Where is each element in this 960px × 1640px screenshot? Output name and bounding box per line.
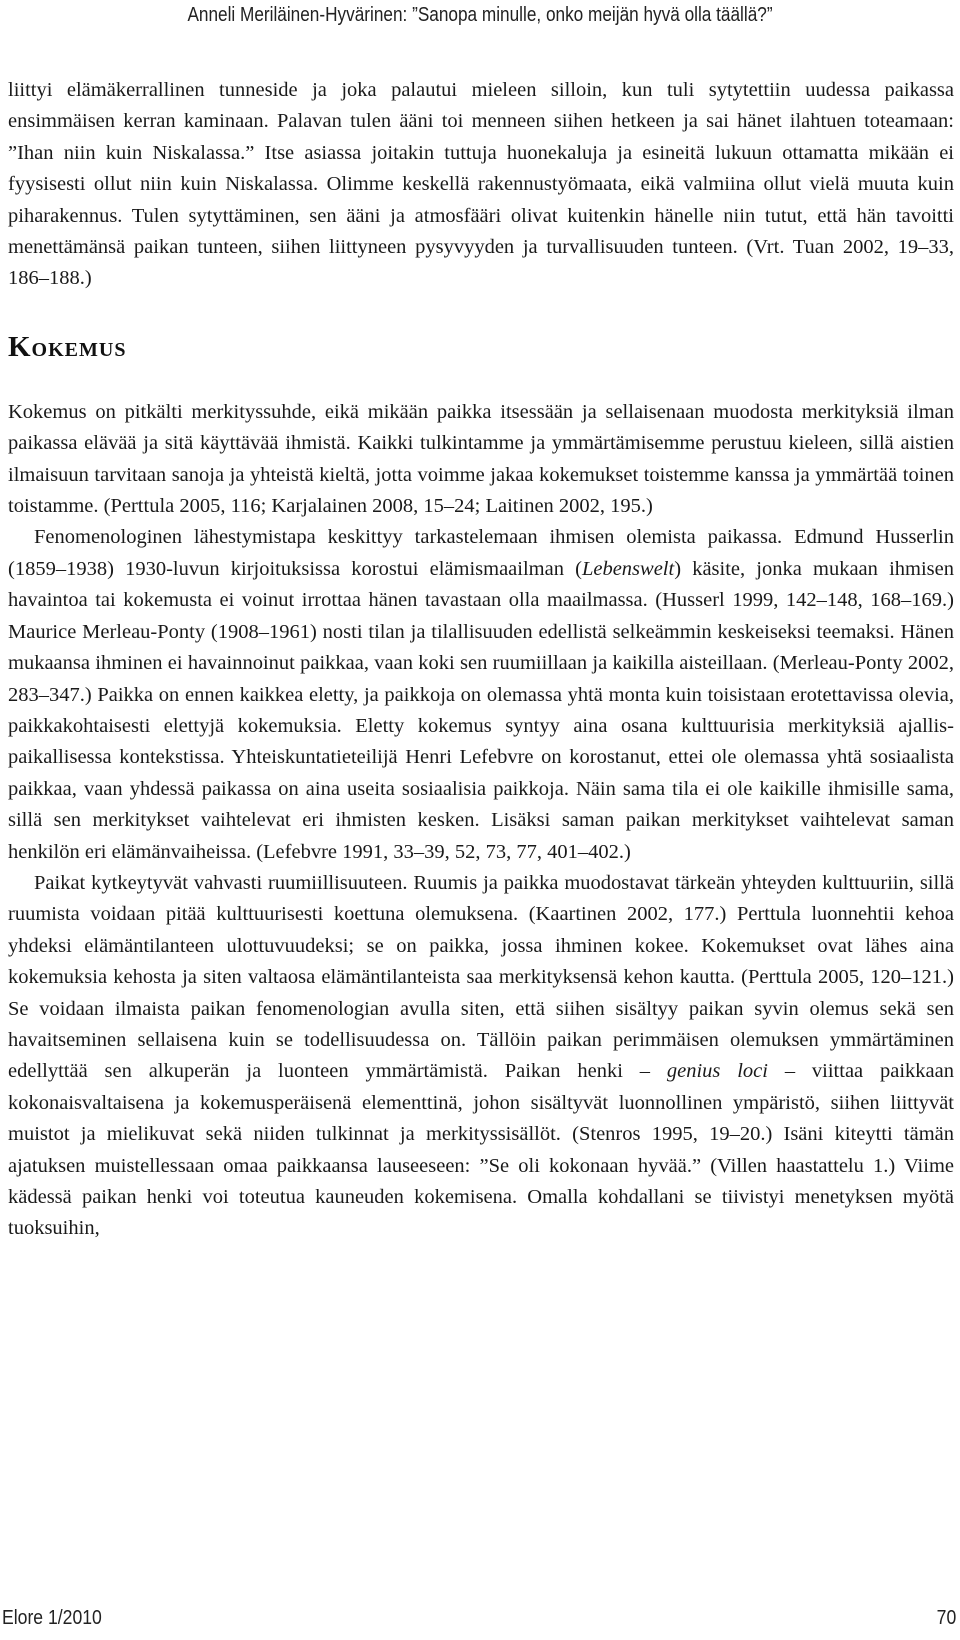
section-heading: Kokemus	[8, 330, 127, 363]
paragraph	[8, 522, 954, 867]
paragraph	[8, 868, 954, 1245]
page-footer	[0, 1600, 960, 1636]
italic-term: genius loci	[666, 1060, 768, 1083]
italic-term: Lebenswelt	[581, 557, 675, 580]
paragraph-text: – viittaa paikkaan kokonaisvaltaisena ja kokemusperäisenä elementtinä, johon sisältyvät luonnollinen ympäristö, siihen liittyvät muistot ja mielikuvat sekä niiden tulkinnat ja merkityssisällöt. (Stenros 1995, 19–20.) Isäni kiteytti tämän ajatuksen muistellessaan omaa paikkaansa lauseeseen: ”Se oli kokonaan hyvää.” (Villen haastattelu 1.) Viime kädessä paikan henki voi toteutua kauneuden kokemisena. Omalla kohdallani se tiivistyi menetyksen myötä tuoksuihin,	[8, 1060, 954, 1240]
paragraph-text: liittyi elämäkerrallinen tunneside ja joka palautui mieleen silloin, kun tuli sytytettiin uudessa paikassa ensimmäisen kerran kaminaan. Palavan tulen ääni toi menneen siihen hetkeen ja sai hänet ilahtuen toteamaan: ”Ihan niin kuin Niskalassa.” Itse asiassa joitakin tuttuja huonekaluja ja esineitä lukuun ottamatta mikään ei fyysisesti ollut niin kuin Niskalassa. Olimme keskellä rakennustyömaata, eikä valmiina ollut vielä muuta kuin piharakennus. Tulen sytyttäminen, sen ääni ja atmosfääri olivat kuitenkin hänelle niin tutut, että hän tavoitti menettämänsä paikan tunteen, siihen liittyneen pysyvyyden ja turvallisuuden tunteen. (Vrt. Tuan 2002, 19–33, 186–188.)	[8, 79, 954, 290]
running-head: Anneli Meriläinen-Hyvärinen: ”Sanopa minulle, onko meijän hyvä olla täällä?”	[187, 4, 773, 26]
article-body	[8, 75, 954, 1245]
page-number: 70	[936, 1607, 956, 1629]
paragraph-continuation	[8, 75, 954, 295]
paragraph-text: Fenomenologinen lähestymistapa keskittyy tarkastelemaan ihmisen olemista paikassa. Edmund Husserlin (1859–1938) 1930-luvun kirjoituksissa korostui elämismaailman (	[8, 526, 954, 580]
paragraph	[8, 397, 954, 523]
paragraph-text: ) käsite, jonka mukaan ihmisen havaintoa tai kokemusta ei voinut irrottaa hänen tavastaan olla maailmassa. (Husserl 1999, 142–148, 168–169.) Maurice Merleau-Ponty (1908–1961) nosti tilan ja tilallisuuden edellistä selkeämmin keskeiseksi teemaksi. Hänen mukaansa ihminen ei havainnoinut paikkaa, vaan koki sen ruumiillaan ja kaikilla aisteillaan. (Merleau-Ponty 2002, 283–347.) Paikka on ennen kaikkea eletty, ja paikkoja on olemassa yhtä monta kuin toisistaan erotettavissa olevia, paikkakohtaisesti elettyjä kokemuksia. Eletty kokemus syntyy aina osana kulttuurisia merkityksiä ajallis-paikallisessa kontekstissa. Yhteiskuntatieteilijä Henri Lefebvre on korostanut, ettei ole olemassa yhtä sosiaalista paikkaa, vaan yhdessä paikassa on aina useita sosiaalisia paikkoja. Näin sama tila ei ole kaikille ihmisille sama, sillä sen merkitykset vaihtelevat eri ihmisten kesken. Lisäksi saman paikan merkitykset vaihtelevat saman henkilön eri elämänvaiheissa. (Lefebvre 1991, 33–39, 52, 73, 77, 401–402.)	[8, 557, 954, 863]
paragraph-text: Kokemus on pitkälti merkityssuhde, eikä mikään paikka itsessään ja sellaisenaan muodosta merkityksiä ilman paikassa elävää ja sitä käyttävää ihmistä. Kaikki tulkintamme ja ymmärtämisemme perustuu kieleen, sillä aistien ilmaisuun tarvitaan sanoja ja yhteistä kieltä, jotta voimme jakaa kokemukset toistemme kanssa ja ymmärtää toinen toistamme. (Perttula 2005, 116; Karjalainen 2008, 15–24; Laitinen 2002, 195.)	[8, 400, 954, 518]
paragraph-text: Paikat kytkeytyvät vahvasti ruumiillisuuteen. Ruumis ja paikka muodostavat tärkeän yhteyden kulttuuriin, sillä ruumista voidaan pitää kulttuurisesti koettuna olemuksena. (Kaartinen 2002, 177.) Perttula luonnehtii kehoa yhdeksi elämäntilanteen ulottuvuudeksi; se on paikka, jossa ihminen kokee. Kokemukset ovat lähes aina kokemuksia kehosta ja siten valtaosa elämäntilanteista saa merkityksensä kehon kautta. (Perttula 2005, 120–121.) Se voidaan ilmaista paikan fenomenologian avulla siten, että siihen sisältyy paikan syvin olemus sekä sen havaitseminen sellaisena kuin se todellisuudessa on. Tällöin paikan perimmäisen olemuksen ymmärtäminen edellyttää sen alkuperän ja luonteen ymmärtämistä. Paikan henki –	[8, 871, 954, 1083]
journal-name: Elore 1/2010	[2, 1607, 102, 1629]
